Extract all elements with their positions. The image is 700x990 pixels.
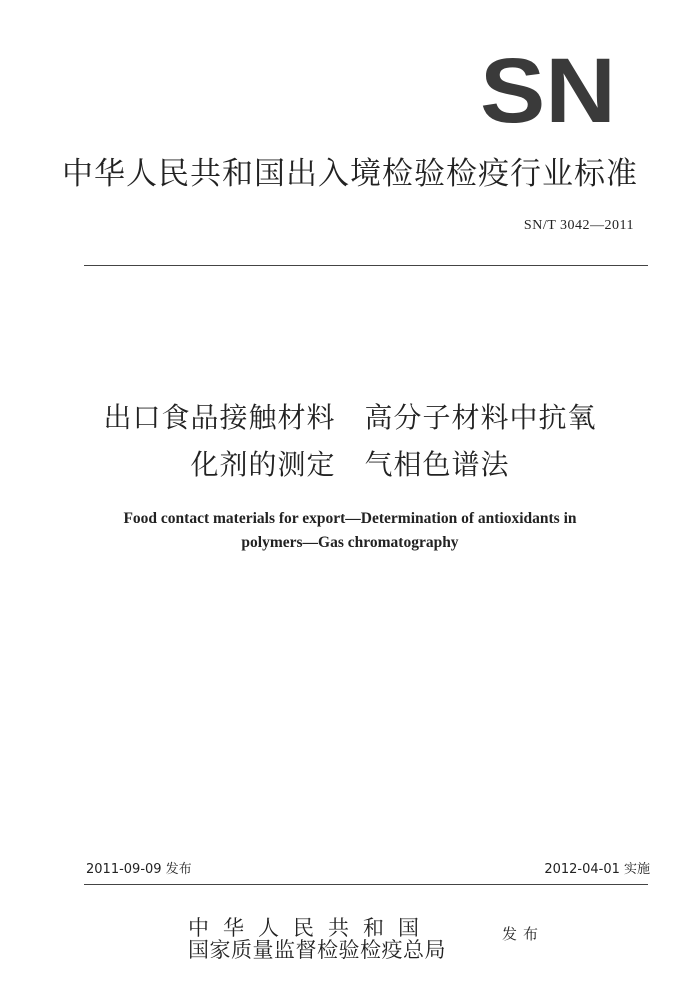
issuer-publish-label: 发布	[502, 925, 545, 943]
title-en-line2: polymers—Gas chromatography	[241, 534, 459, 551]
divider-bottom	[84, 884, 648, 885]
sn-logo-text: SN	[480, 52, 616, 126]
issue-date: 2011-09-09 发布	[86, 862, 192, 877]
issuer-agency: 国家质量监督检验检疫总局	[188, 938, 446, 962]
title-zh-line1: 出口食品接触材料 高分子材料中抗氧	[103, 401, 597, 434]
title-zh-line2: 化剂的测定 气相色谱法	[190, 448, 510, 481]
divider-top	[84, 265, 648, 266]
issuer-country: 中华人民共和国	[188, 916, 433, 940]
standard-number: SN/T 3042—2011	[523, 218, 634, 233]
title-en-line1: Food contact materials for export—Determination of antioxidants in	[123, 510, 577, 527]
sn-logo	[478, 52, 618, 126]
standard-category: 中华人民共和国出入境检验检疫行业标准	[62, 156, 638, 192]
implementation-date: 2012-04-01 实施	[544, 862, 650, 877]
sn-logo-graphic	[478, 52, 618, 126]
